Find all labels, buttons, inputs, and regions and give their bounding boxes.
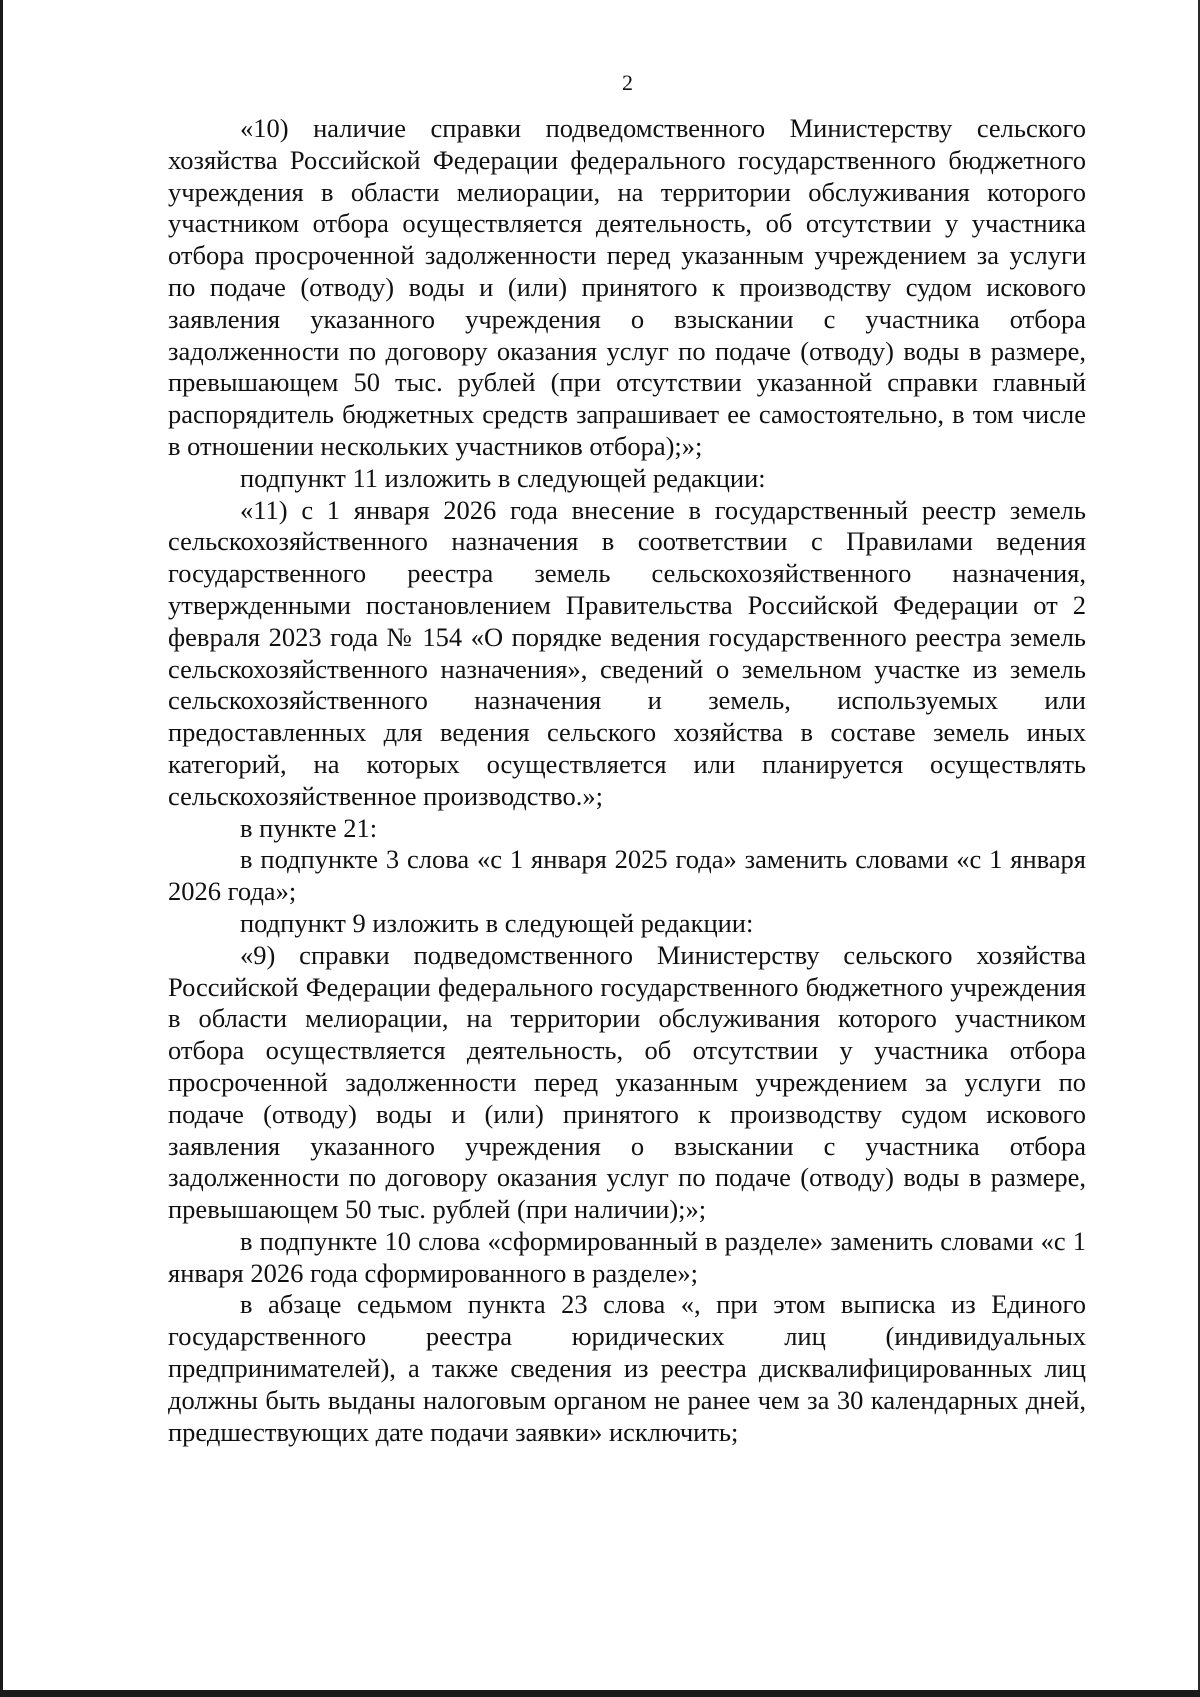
paragraph-subitem-11-intro: подпункт 11 изложить в следующей редакции: (240, 462, 766, 493)
paragraph-item-10: «10) наличие справки подведомственного Министерству сельского хозяйства Российской Федерации федерального государственного бюджетного учреждения в области мелиорации, на территории обслуживания которого участником отбора осуществляется деятельность, об отсутствии у участника отбора просроченной задолженности перед указанным учреждением за услуги по подаче (отводу) воды и (или) принятого к производству судом искового заявления указанного учреждения о взыскании с участника отбора задолженности по договору оказания услуг по подаче (отводу) воды в размере, превышающем 50 тыс. рублей (при отсутствии указанной справки главный распорядитель бюджетных средств запрашивает ее самостоятельно, в том числе в отношении нескольких участников отбора);»; (168, 113, 1086, 461)
document-body (168, 113, 1086, 1448)
paragraph-subitem-3-change: в подпункте 3 слова «с 1 января 2025 года» заменить словами «с 1 января 2026 года»; (168, 844, 1086, 907)
paragraph-point-23-change: в абзаце седьмом пункта 23 слова «, при этом выписка из Единого государственного реестра юридических лиц (индивидуальных предпринимателей), а также сведения из реестра дисквалифицированных лиц должны быть выданы налоговым органом не ранее чем за 30 календарных дней, предшествующих дате подачи заявки» исключить; (168, 1289, 1086, 1447)
paragraph-item-9: «9) справки подведомственного Министерству сельского хозяйства Российской Федерации федерального государственного бюджетного учреждения в области мелиорации, на территории обслуживания которого участником отбора осуществляется деятельность, об отсутствии у участника отбора просроченной задолженности перед указанным учреждением за услуги по подаче (отводу) воды и (или) принятого к производству судом искового заявления указанного учреждения о взыскании с участника отбора задолженности по договору оказания услуг по подаче (отводу) воды в размере, превышающем 50 тыс. рублей (при наличии);»; (168, 939, 1086, 1225)
paragraph-item-11: «11) с 1 января 2026 года внесение в государственный реестр земель сельскохозяйственного назначения в соответствии с Правилами ведения государственного реестра земель сельскохозяйственного назначения, утвержденными постановлением Правительства Российской Федерации от 2 февраля 2023 года № 154 «О порядке ведения государственного реестра земель сельскохозяйственного назначения», сведений о земельном участке из земель сельскохозяйственного назначения и земель, используемых или предоставленных для ведения сельского хозяйства в составе земель иных категорий, на которых осуществляется или планируется осуществлять сельскохозяйственное производство.»; (168, 494, 1086, 811)
scan-edge-bottom (0, 1690, 1200, 1697)
page-number: 2 (622, 70, 633, 95)
paragraph-point-21-intro: в пункте 21: (240, 812, 378, 843)
paragraph-subitem-9-intro: подпункт 9 изложить в следующей редакции: (240, 907, 754, 938)
scan-edge-left (0, 0, 3, 1697)
paragraph-subitem-10-change: в подпункте 10 слова «сформированный в разделе» заменить словами «с 1 января 2026 года сформированного в разделе»; (168, 1225, 1086, 1288)
